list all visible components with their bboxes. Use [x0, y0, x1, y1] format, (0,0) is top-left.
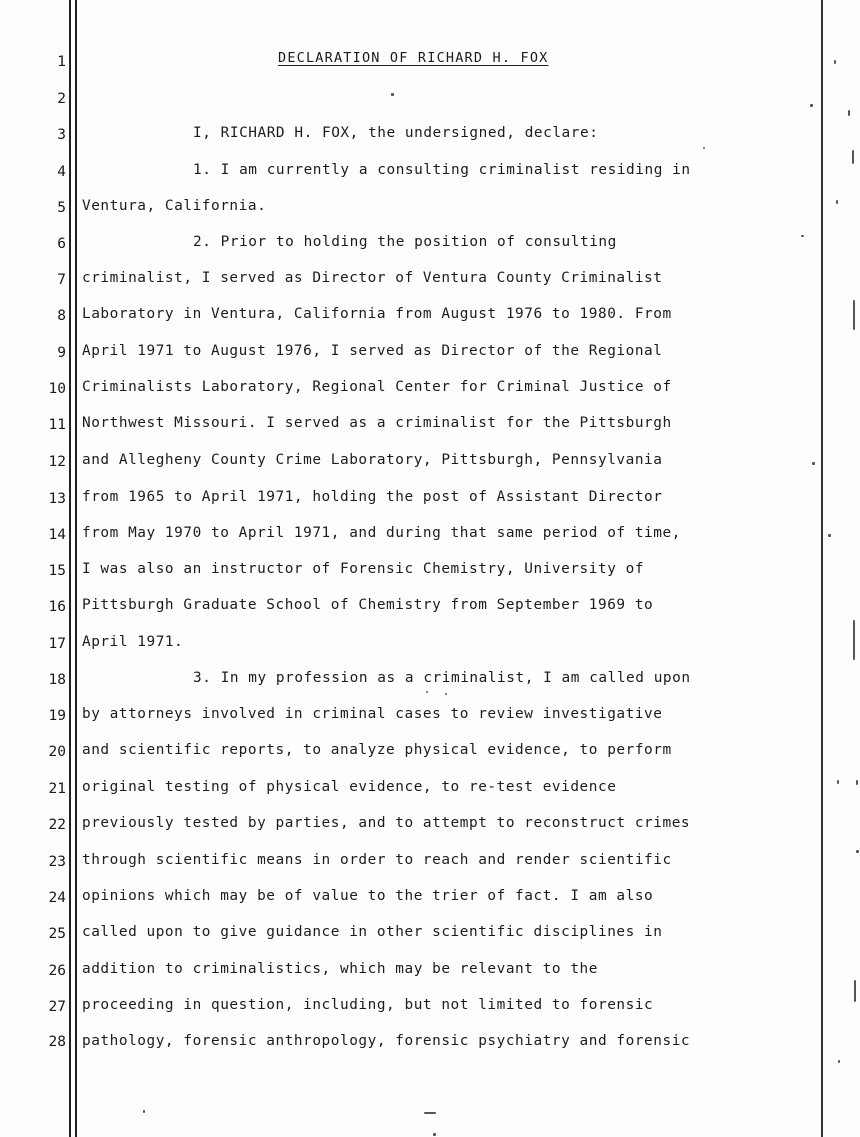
- line-number: 19: [48, 708, 66, 724]
- text-line: proceeding in question, including, but not limited to forensic: [82, 997, 654, 1013]
- line-number: 5: [57, 200, 66, 216]
- line-number: 8: [57, 308, 66, 324]
- text-line: April 1971 to August 1976, I served as Director of the Regional: [82, 343, 663, 359]
- line-number: 10: [48, 381, 66, 397]
- scan-speck: [838, 1060, 840, 1063]
- text-line: 1. I am currently a consulting criminalist residing in: [193, 162, 691, 178]
- line-number: 2: [57, 91, 66, 107]
- text-line: Pittsburgh Graduate School of Chemistry from September 1969 to: [82, 597, 654, 613]
- line-number: 12: [48, 454, 66, 470]
- text-line: original testing of physical evidence, to re-test evidence: [82, 779, 617, 795]
- text-line: I was also an instructor of Forensic Chemistry, University of: [82, 561, 645, 577]
- line-number: 24: [48, 890, 66, 906]
- text-line: and Allegheny County Crime Laboratory, Pittsburgh, Pennsylvania: [82, 452, 663, 468]
- scan-speck: [853, 620, 855, 660]
- text-line: opinions which may be of value to the trier of fact. I am also: [82, 888, 654, 904]
- text-line: Northwest Missouri. I served as a criminalist for the Pittsburgh: [82, 415, 672, 431]
- text-line: pathology, forensic anthropology, forensic psychiatry and forensic: [82, 1033, 691, 1049]
- scan-speck: [703, 147, 705, 149]
- scan-speck: [433, 1133, 436, 1136]
- line-number: 15: [48, 563, 66, 579]
- right-margin-rule: [821, 0, 823, 1137]
- line-number: 28: [48, 1034, 66, 1050]
- scan-speck: [834, 60, 836, 64]
- scan-speck: [143, 1110, 145, 1113]
- line-number: 7: [57, 272, 66, 288]
- line-number: 20: [48, 744, 66, 760]
- line-number: 25: [48, 926, 66, 942]
- text-line: Criminalists Laboratory, Regional Center for Criminal Justice of: [82, 379, 672, 395]
- text-line: Ventura, California.: [82, 198, 267, 214]
- scan-speck: [810, 104, 813, 107]
- line-number: 13: [48, 491, 66, 507]
- line-number: 4: [57, 164, 66, 180]
- line-number: 14: [48, 527, 66, 543]
- line-number: 6: [57, 236, 66, 252]
- left-margin-rule-inner: [75, 0, 77, 1137]
- text-line: I, RICHARD H. FOX, the undersigned, declare:: [193, 125, 599, 141]
- line-number: 27: [48, 999, 66, 1015]
- scan-speck: [854, 980, 856, 1002]
- text-line: previously tested by parties, and to attempt to reconstruct crimes: [82, 815, 691, 831]
- line-number: 18: [48, 672, 66, 688]
- line-number: 16: [48, 599, 66, 615]
- scan-speck: [852, 150, 854, 164]
- scan-speck: [836, 200, 838, 204]
- line-number: 11: [48, 417, 66, 433]
- scan-speck: [837, 780, 839, 784]
- scan-speck: [848, 110, 850, 116]
- text-line: by attorneys involved in criminal cases to review investigative: [82, 706, 663, 722]
- scan-speck: [853, 300, 855, 330]
- text-line: April 1971.: [82, 634, 184, 650]
- scan-speck: [445, 693, 447, 695]
- scan-speck: [426, 691, 428, 693]
- text-line: through scientific means in order to reach and render scientific: [82, 852, 672, 868]
- text-line: and scientific reports, to analyze physical evidence, to perform: [82, 742, 672, 758]
- text-line: 2. Prior to holding the position of consulting: [193, 234, 617, 250]
- scan-speck: [828, 534, 831, 537]
- line-number: 23: [48, 854, 66, 870]
- document-title: DECLARATION OF RICHARD H. FOX: [278, 50, 549, 66]
- scan-speck: [424, 1112, 436, 1114]
- line-number: 9: [57, 345, 66, 361]
- line-number: 3: [57, 127, 66, 143]
- text-line: 3. In my profession as a criminalist, I am called upon: [193, 670, 691, 686]
- left-margin-rule-outer: [69, 0, 71, 1137]
- line-number: 22: [48, 817, 66, 833]
- line-number: 17: [48, 636, 66, 652]
- text-line: called upon to give guidance in other scientific disciplines in: [82, 924, 663, 940]
- text-line: from 1965 to April 1971, holding the post of Assistant Director: [82, 489, 663, 505]
- line-number: 1: [57, 54, 66, 70]
- line-number: 26: [48, 963, 66, 979]
- scan-speck: [391, 93, 394, 96]
- text-line: Laboratory in Ventura, California from August 1976 to 1980. From: [82, 306, 672, 322]
- scan-speck: [801, 235, 804, 237]
- text-line: criminalist, I served as Director of Ventura County Criminalist: [82, 270, 663, 286]
- text-line: from May 1970 to April 1971, and during that same period of time,: [82, 525, 681, 541]
- text-line: addition to criminalistics, which may be relevant to the: [82, 961, 598, 977]
- line-number: 21: [48, 781, 66, 797]
- scan-speck: [856, 850, 859, 853]
- scan-speck: [856, 780, 858, 785]
- scan-speck: [812, 462, 815, 465]
